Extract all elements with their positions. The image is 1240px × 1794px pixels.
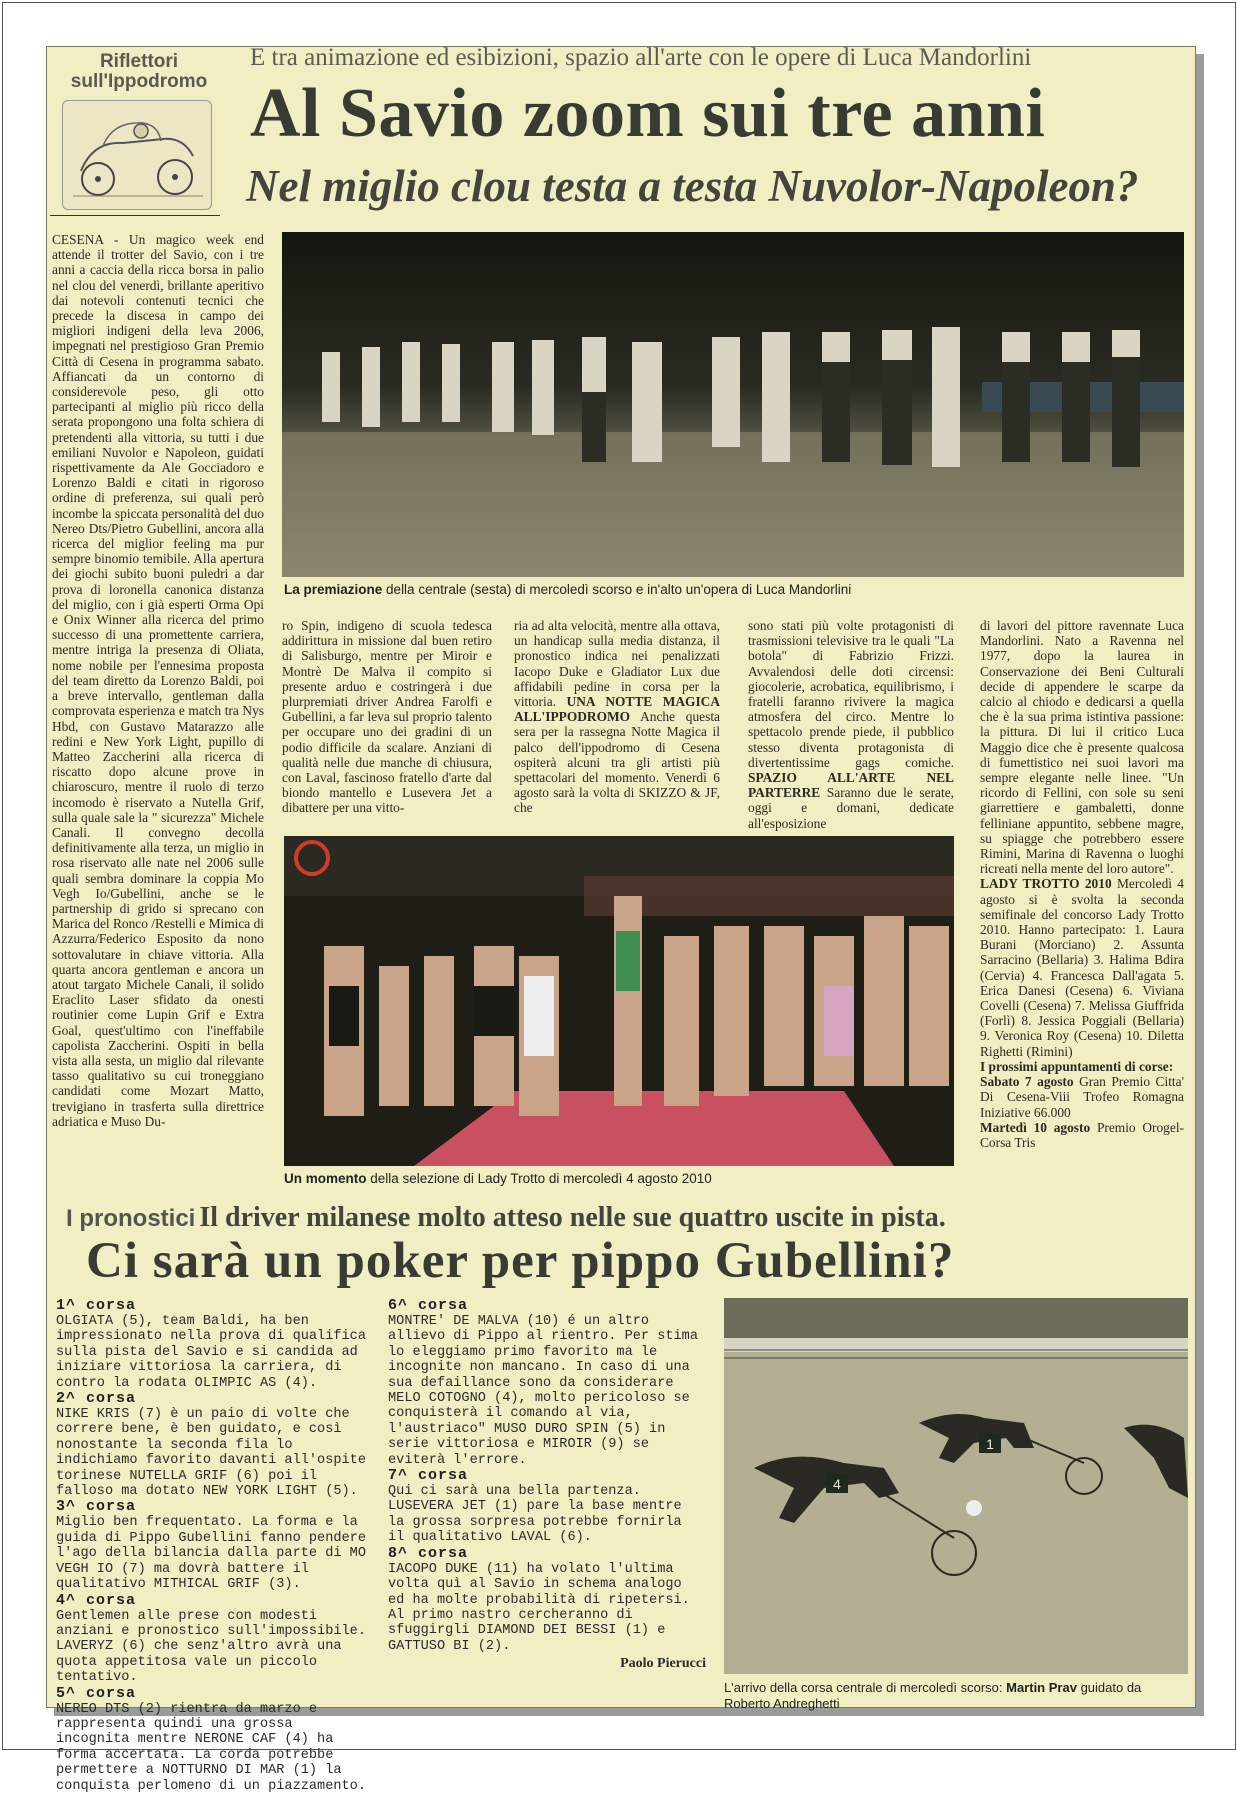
tuesday-event: Premio Orogel-Corsa Tris [980,1119,1185,1150]
race-finish-photo [724,1298,1188,1674]
race-label: 4^ corsa [56,1591,137,1609]
article1-column5 [980,618,1184,1188]
race-label: 2^ corsa [56,1390,137,1408]
race-label: 7^ corsa [388,1467,469,1485]
article1-subheadline: Nel miglio clou testa a testa Nuvolor-Napoleon? [246,161,1139,211]
article1-column2: ro Spin, indigeno di scuola tedesca addirittura in missione dal buen retiro di Salisburgo, mentre per Miroir e Montrè De Malva il compito si presente arduo e costringerà i due plurpremiati driver Andrea Farolfi e Gubellini, a far leva sul proprio talento per occupare uno dei gradini di un podio difficile da scalare. Anziani di qualità nelle due manche di chiusura, con Laval, fascinoso fratello d'arte dal biondo mantello e Lusevera Jet a dibattere per una vitto- [282,618,492,816]
column4-text-b: Saranno due le serate, oggi e domani, dedicate all'esposizione [748,785,954,831]
horse-number-1: 1 [986,1436,994,1452]
race-photo-caption-b: guidato da Roberto Andreghetti [724,1680,1142,1711]
pronostici-column-b [388,1298,706,1698]
race-text: NIKE KRIS (7) è un paio di volte che correre bene, è ben guidato, e così nonostante la seconda fila lo indichiamo favorito davanti all'ospite torinese NUTELLA GRIF (6) poi il falloso ma dotato NEW YORK LIGHT (5). [56,1407,366,1500]
photo2-caption-bold: Un momento [284,1171,367,1186]
lady-trotto-photo [284,836,954,1166]
vintage-car-illustration [62,100,212,210]
race-photo-caption-a: L'arrivo della corsa centrale di mercoledì scorso: [724,1680,1003,1695]
photo1-caption-bold: La premiazione [284,582,383,597]
column3-heading: UNA NOTTE MAGICA ALL'IPPODROMO [514,694,720,725]
article1-column1: CESENA - Un magico week end attende il trotter del Savio, con i tre anni a caccia della ricca borsa in palio nel clou del venerdì, brillante aperitivo dai notevoli contenuti tecnici che precede la discesa in campo dei migliori indigeni della leva 2006, impegnati nel prestigioso Gran Premio Città di Cesena in programma sabato. Affiancati da un contorno di considerevole peso, gli otto partecipanti al miglio più ricco della serata propongono una folta schiera di pretendenti alla vittoria, su tutti i due emiliani Nuvolor e Napoleon, guidati rispettivamente da Ale Gocciadoro e Lorenzo Baldi e citati in rigoroso ordine di preferenza, sui quali però incombe la spiccata personalità del duo Nereo Dts/Pietro Gubellini, ancora alla ricerca del miglior feeling ma pur sempre binomio temibile. Alla apertura dei giochi subito buoni puledri a dar prova di loronella canonica distanza del miglio, con i già esperti Orma Opi e Onix Winner alla ricerca del primo successo di una promettente carriera, mentre intriga la presenza di Oliata, nome nobile per l'ennesima proposta del team diretto da Lorenzo Baldi, poi a breve intervallo, gentleman dalla comprovata esperienza e match tra Nys Hbd, con Gustavo Matarazzo alle redini e New York Light, pupillo di Matteo Zaccherini alla ricerca di riscatto dopo alcune prove in chiaroscuro, mentre il ruolo di terzo incomodo è riservato a Nutella Grif, sulla quale sale la " sicurezza" Michele Canali. Il convegno decolla definitivamente alla terza, un miglio in rosa riservato alle nate nel 2006 sulle quali sembra dominare la coppia Mo Vegh Io/Gubellini, anche se le partnership di grido si sprecano con Marica del Ronco /Restelli e Mimica di Azzurra/Federico Esposito da nono sottovalutare in chiave vittoria. Alla quarta ancora gentleman e ancora un atout targato Michele Canali, il solido Eraclito Laser sfidato da onesti routinier come Lupin Grif e Extra Goal, quest'ultimo con l'ineffabile capolista Zaccherini. Ospiti in bella vista alla sesta, un miglio dal rilevante tasso qualitativo su cui troneggiano candidati come Mozart Matto, trevigiano in trasferta sulla direttrice adriatica e Muso Du- [52,232,264,1129]
section-kicker [52,52,226,92]
race-2 [56,1391,372,1499]
column4-text-a: sono stati più volte protagonisti di trasmissioni televisive tra le quali "La botola" di Fabrizio Frizzi. Avvalendosi delle doti circensi: giocolerie, acrobatica, equilibrismo, i fratelli faranno rivivere la magica atmosfera del circo. Mentre lo spettacolo prende piede, il pubblico stesso diventa protagonista di divertentissime gags comiche. [748,618,954,770]
horse-number-4: 4 [833,1476,841,1492]
race-text: MONTRE' DE MALVA (10) é un altro allievo di Pippo al rientro. Per stima lo eleggiamo primo favorito ma le incognite non mancano. In caso di una sua defaillance sono da considerare MELO COTOGNO (4), molto pericoloso se conquisterà il comando al via, l'austriaco" MUSO DURO SPIN (5) in serie vittoriosa e MIROIR (9) se eviterà l'errore. [388,1314,698,1468]
race-label: 1^ corsa [56,1297,137,1314]
photo2-caption-text: della selezione di Lady Trotto di mercoledì 4 agosto 2010 [370,1171,712,1186]
column3-text-b: Anche questa sera per la rassegna Notte Magica il palco dell'ippodromo di Cesena ospiterà alcuni tra gli artisti più spettacolari del momento. Venerdì 6 agosto sarà la volta di SKIZZO & JF, che [514,709,720,816]
race-8 [388,1546,706,1654]
race-4 [56,1593,372,1686]
award-ceremony-photo [282,232,1184,577]
race-label: 5^ corsa [56,1684,137,1702]
section-kicker-line1: Riflettori [99,51,179,72]
article2-headline: Ci sarà un poker per pippo Gubellini? [86,1233,955,1289]
race-label: 6^ corsa [388,1297,469,1314]
photo1-caption [284,582,1184,597]
race-text: Qui ci sarà una bella partenza. LUSEVERA JET (1) pare la base mentre la grossa sorpresa potrebbe fornirla il qualitativo LAVAL (6). [388,1484,682,1546]
race-text: NEREO DTS (2) rientra da marzo e rappresenta quindi una grossa incognita mentre NERONE CAF (4) ha forma accertata. La corda potrebbe permettere a NOTTURNO DI MAR (1) la conquista perlomeno di un piazzamento. [56,1701,366,1794]
tuesday-label: Martedì 10 agosto [980,1119,1091,1135]
section-divider [50,215,220,216]
column5-heading: LADY TROTTO 2010 [980,876,1112,892]
race-label: 8^ corsa [388,1544,469,1562]
article1-column3 [514,618,720,826]
race-text: IACOPO DUKE (11) ha volato l'ultima volta quì al Savio in schema analogo ed ha molte probabilità di ripetersi. Al primo nastro cercheranno di sfuggirgli DIAMOND DEI BESSI (1) e GATTUSO BI (2). [388,1561,690,1654]
column4-heading: SPAZIO ALL'ARTE NEL PARTERRE [748,770,954,801]
race-text: OLGIATA (5), team Baldi, ha ben impressionato nella prova di qualifica sulla pista del Savio e si candida ad iniziare vittoriosa la carriera, di contro la rodata OLIMPIC AS (4). [56,1314,366,1391]
article2-kicker: I pronostici [66,1205,196,1232]
race-photo-caption [724,1680,1190,1712]
article1-column4 [748,618,954,831]
pronostici-column-a [56,1297,372,1794]
byline: Paolo Pierucci [620,1656,706,1672]
article1-headline: Al Savio zoom sui tre anni [250,75,1046,152]
race-7 [388,1468,706,1546]
race-photo-caption-bold: Martin Prav [1006,1680,1077,1695]
race-1 [56,1298,372,1391]
race-3 [56,1499,372,1592]
column5-text-a: di lavori del pittore ravennate Luca Mandorlini. Nato a Ravenna nel 1977, dopo la laurea in Conservazione dei Beni Culturali decide di appendere le scarpe da calcio al chiodo e dedicarsi a quella che è la sua prima istintiva passione: la pittura. Di lui il critico Luca Maggio dice che è presente qualcosa di fumettistico nei suoi lavori ma sempre elegante nelle linee. "Un ricordo di Fellini, con sole su seni giarrettiere e gambaletti, donne felliniane appuntito, sebbene magre, su spiagge che potrebbero essere Rimini, Marina di Ravenna o luoghi ricreati nella mente del loro autore". [980,618,1184,877]
section-kicker-line2: sull'Ippodromo [70,71,208,92]
race-text: Gentlemen alle prese con modesti anziani e pronostico sull'impossibile. LAVERYZ (6) che senz'altro avrà una quota appetitosa vale un piccolo tentativo. [56,1608,366,1686]
photo2-caption [284,1171,964,1186]
race-5 [56,1686,372,1794]
saturday-label: Sabato 7 agosto [980,1074,1074,1090]
column5-appointments: I prossimi appuntamenti di corse: [980,1058,1174,1074]
article1-overline: E tra animazione ed esibizioni, spazio all'arte con le opere di Luca Mandorlini [250,44,1032,71]
column3-text-a: ria ad alta velocità, mentre alla ottava, un handicap sulla media distanza, il pronostico indica nei penalizzati Iacopo Duke e Gladiator Lux due affidabili pedine in corsa per la vittoria. [514,618,720,710]
article2-overline-text: Il driver milanese molto atteso nelle sue quattro uscite in pista. [199,1202,946,1233]
race-6 [388,1298,706,1468]
race-text: Miglio ben frequentato. La forma e la guida di Pippo Gubellini fanno pendere l'ago della bilancia dalla parte di MO VEGH IO (7) ma dovrà battere il qualitativo MITHICAL GRIF (3). [56,1515,366,1593]
saturday-event: Gran Premio Citta' Di Cesena-Viii Trofeo Romagna Iniziative 66.000 [980,1074,1184,1120]
race-label: 3^ corsa [56,1498,137,1516]
column5-text-b: Mercoledì 4 agosto si è svolta la seconda semifinale del concorso Lady Trotto 2010. Hanno partecipato: 1. Laura Burani (Morciano) 2. Assunta Sarracino (Bellaria) 3. Halima Bdira (Cervia) 4. Francesca Dall'agata 5. Erica Danesi (Cesena) 6. Viviana Covelli (Cesena) 7. Melissa Giuffrida (Forlì) 8. Jessica Poggiali (Bellaria) 9. Veronica Roy (Cesena) 10. Diletta Righetti (Rimini) [980,876,1184,1059]
photo1-caption-text: della centrale (sesta) di mercoledì scorso e in'alto un'opera di Luca Mandorlini [386,582,852,597]
